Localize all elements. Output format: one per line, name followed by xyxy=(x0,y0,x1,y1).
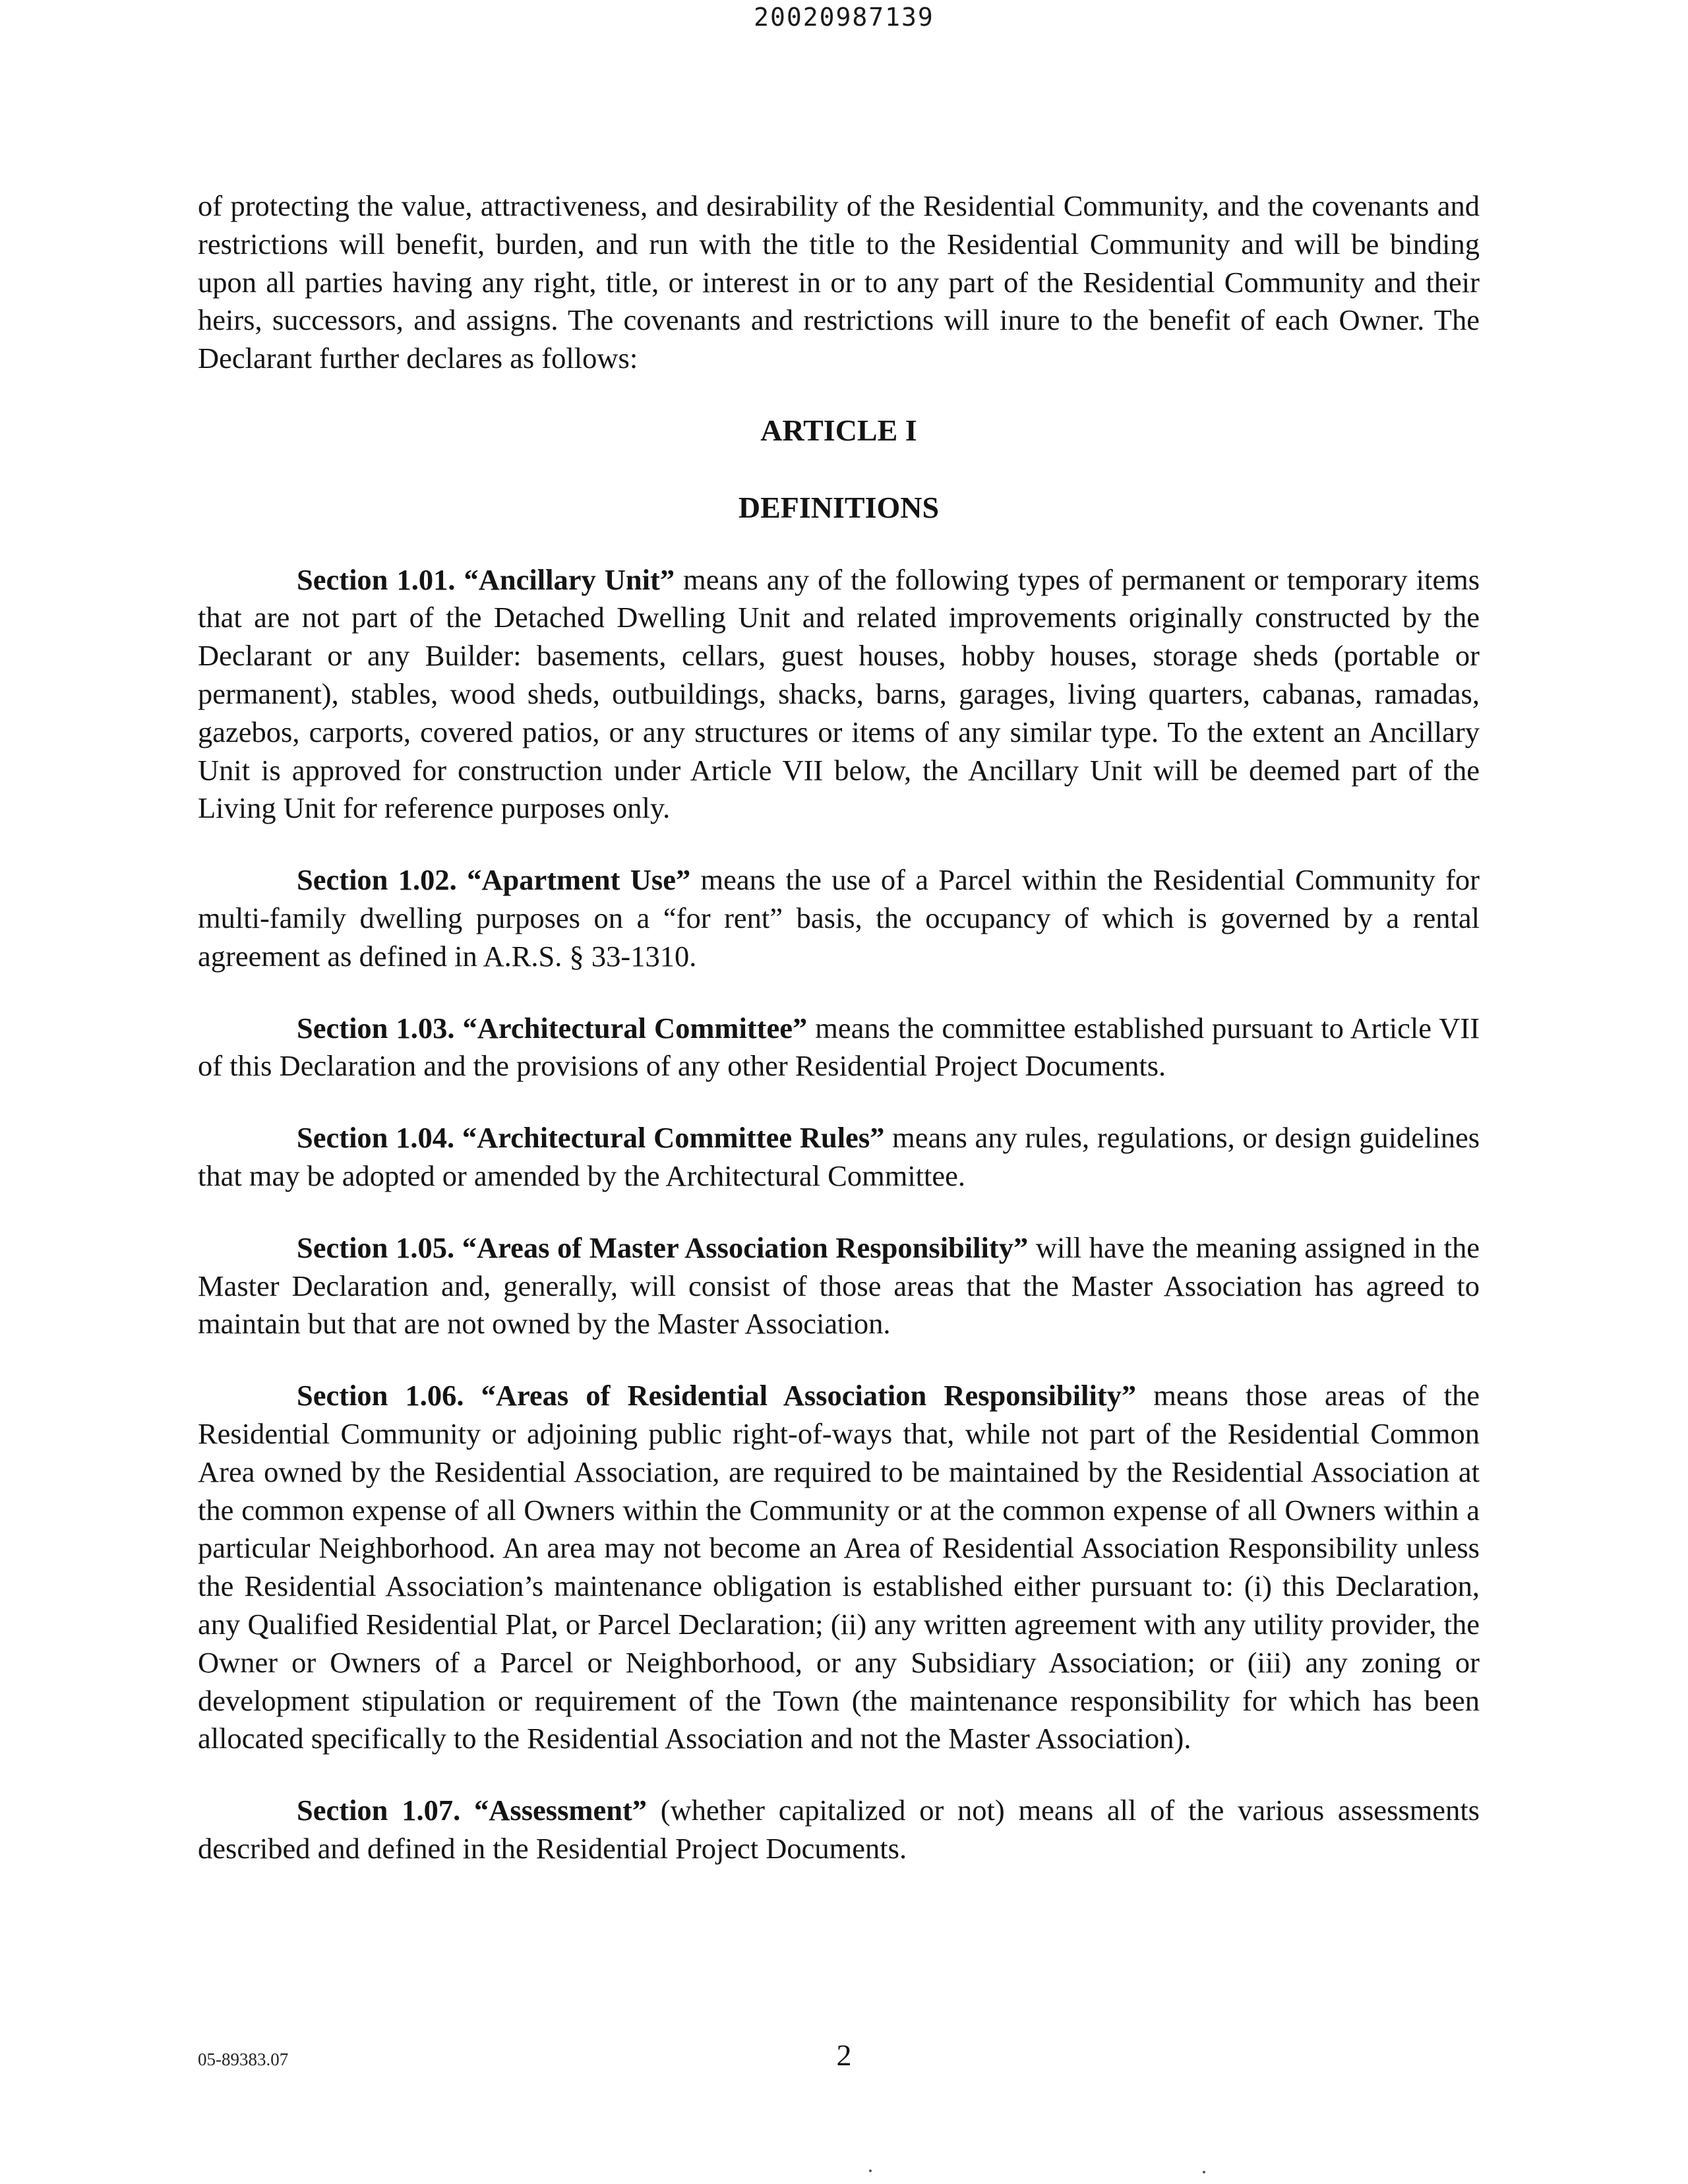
intro-paragraph: of protecting the value, attractiveness, and desirability of the Residential Community, and the covenants and restrictions will benefit, burden, and run with the title to the Residential Community and will be binding upon all parties having any right, title, or interest in or to any part of the Residential Community and their heirs, successors, and assigns. The covenants and restrictions will inure to the benefit of each Owner. The Declarant further declares as follows: xyxy=(198,189,1480,375)
section-label: Section 1.02. xyxy=(297,863,457,897)
article-title: DEFINITIONS xyxy=(738,490,940,524)
section-text: will have the meaning assigned in the Master Declaration and, generally, will consist of those areas that the Master Association has agreed to maintain but that are not owned by the Master Association. xyxy=(198,1230,1480,1341)
document-body xyxy=(198,187,1480,1902)
document-code: 05-89383.07 xyxy=(198,2049,289,2069)
section-label: Section 1.07. xyxy=(297,1794,461,1827)
defined-term: “Architectural Committee” xyxy=(462,1011,808,1045)
defined-term: “Assessment” xyxy=(473,1794,648,1827)
section-label: Section 1.06. xyxy=(297,1379,464,1412)
defined-term: “Areas of Master Association Responsibility” xyxy=(462,1230,1029,1264)
section-text: (whether capitalized or not) means all of the various assessments described and defined in the Residential Project Documents. xyxy=(198,1794,1480,1865)
defined-term: “Areas of Residential Association Responsibility” xyxy=(481,1379,1137,1412)
defined-term: “Ancillary Unit” xyxy=(464,562,675,596)
scan-speck xyxy=(869,2169,872,2172)
section-label: Section 1.03. xyxy=(297,1011,455,1045)
defined-term: “Architectural Committee Rules” xyxy=(462,1121,885,1155)
page-number: 2 xyxy=(836,2038,852,2072)
recording-number: 20020987139 xyxy=(754,3,934,32)
section-1-05 xyxy=(198,1229,1480,1343)
section-1-04 xyxy=(198,1119,1480,1196)
section-text: means the committee established pursuant to Article VII of this Declaration and the provisions of any other Residential Project Documents. xyxy=(198,1011,1480,1083)
section-1-07 xyxy=(198,1792,1480,1868)
article-number: ARTICLE I xyxy=(760,413,917,447)
scan-speck xyxy=(1203,2171,1205,2173)
section-label: Section 1.01. xyxy=(297,562,456,596)
section-text: means any of the following types of permanent or temporary items that are not part of the Detached Dwelling Unit and related improvements originally constructed by the Declarant or any Builder: basements, cellars, guest houses, hobby houses, storage sheds (portable or permanent), stables, wood sheds, outbuildings, shacks, barns, garages, living quarters, cabanas, ramadas, gazebos, carports, covered patios, or any structures or items of any similar type. To the extent an Ancillary Unit is approved for construction under Article VII below, the Ancillary Unit will be deemed part of the Living Unit for reference purposes only. xyxy=(198,562,1480,825)
section-text: means the use of a Parcel within the Residential Community for multi-family dwelling purposes on a “for rent” basis, the occupancy of which is governed by a rental agreement as defined in A.R.S. § 33-1310. xyxy=(198,863,1480,973)
section-1-03 xyxy=(198,1010,1480,1086)
defined-term: “Apartment Use” xyxy=(467,863,691,897)
section-label: Section 1.05. xyxy=(297,1230,455,1264)
section-text: means any rules, regulations, or design guidelines that may be adopted or amended by the Architectural Committee. xyxy=(198,1121,1480,1192)
section-1-06 xyxy=(198,1377,1480,1758)
section-1-01 xyxy=(198,561,1480,828)
section-1-02 xyxy=(198,861,1480,975)
section-text: means those areas of the Residential Community or adjoining public right-of-ways that, while not part of the Residential Common Area owned by the Residential Association, are required to be maintained by the Residential Association at the common expense of all Owners within the Community or at the common expense of all Owners within a particular Neighborhood. An area may not become an Area of Residential Association Responsibility unless the Residential Association’s maintenance obligation is established either pursuant to: (i) this Declaration, any Qualified Residential Plat, or Parcel Declaration; (ii) any written agreement with any utility provider, the Owner or Owners of a Parcel or Neighborhood, or any Subsidiary Association; or (iii) any zoning or development stipulation or requirement of the Town (the maintenance responsibility for which has been allocated specifically to the Residential Association and not the Master Association). xyxy=(198,1379,1480,1755)
section-label: Section 1.04. xyxy=(297,1121,455,1155)
